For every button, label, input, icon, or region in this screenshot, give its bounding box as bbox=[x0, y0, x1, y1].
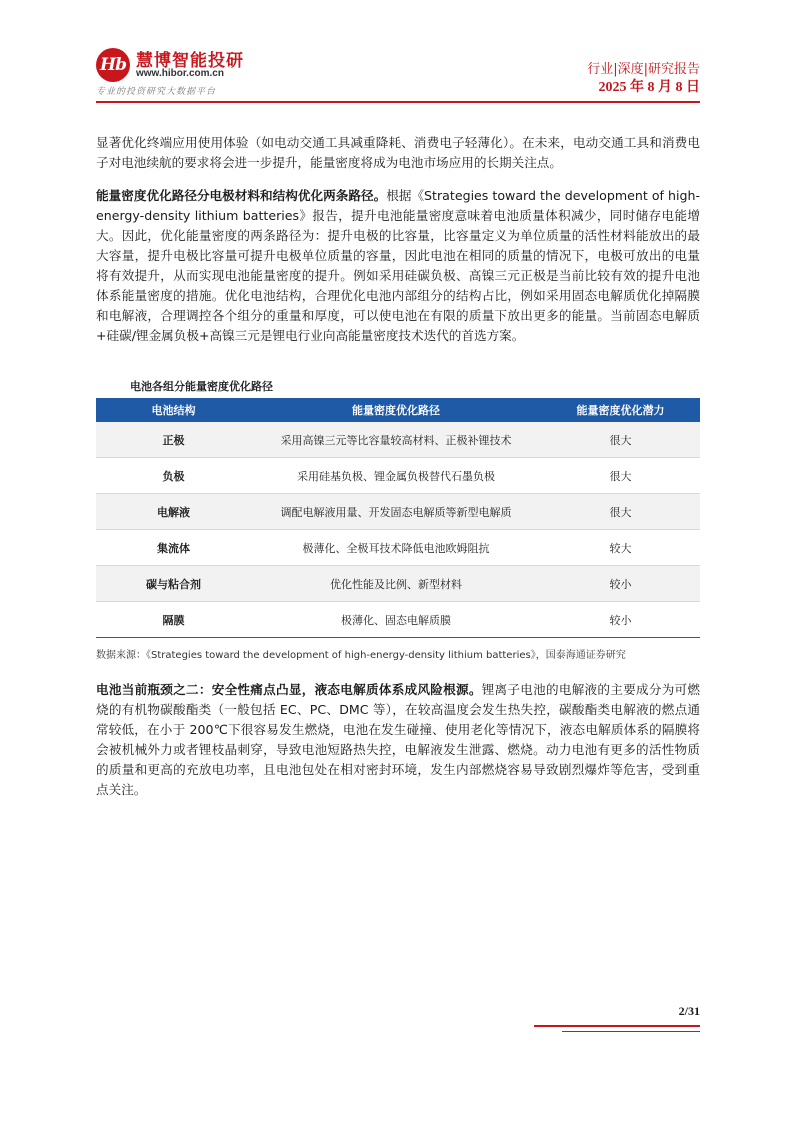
logo-slogan: 专业的投资研究大数据平台 bbox=[96, 87, 217, 97]
table-row bbox=[96, 530, 700, 566]
column-header: 电池结构 bbox=[96, 398, 251, 422]
table-header-row bbox=[96, 398, 700, 422]
table-cell: 采用高镍三元等比容量较高材料、正极补锂技术 bbox=[251, 422, 541, 458]
paragraph-3-text: 锂离子电池的电解液的主要成分为可燃烧的有机物碳酸酯类（一般包括 EC、PC、DMC 等），在较高温度会发生热失控，碳酸酯类电解液的燃点通常较低，在小于 200℃下很容易发生燃烧，电池在发生碰撞、使用老化等情况下，液态电解质体系的隔膜将会被机械外力或者锂枝晶刺穿，导致电池短路热失控，电解液发生泄露、燃烧。动力电池有更多的活性物质的质量和更高的充放电功率，且电池包处在相对密封环境，发生内部燃烧容易导致剧烈爆炸等危害，受到重点关注。 bbox=[96, 682, 701, 797]
table-cell: 采用硅基负极、锂金属负极替代石墨负极 bbox=[251, 458, 541, 494]
table-cell: 很大 bbox=[541, 422, 700, 458]
table-cell: 碳与粘合剂 bbox=[96, 566, 251, 602]
logo-name: 慧博智能投研 bbox=[136, 51, 244, 71]
energy-density-table bbox=[96, 398, 700, 638]
header-divider bbox=[96, 101, 700, 103]
paragraph-1-text: 显著优化终端应用使用体验（如电动交通工具减重降耗、消费电子轻薄化）。在未来，电动交通工具和消费电子对电池续航的要求将会进一步提升，能量密度将成为电池市场应用的长期关注点。 bbox=[96, 135, 700, 170]
paragraph-3 bbox=[96, 680, 700, 800]
table-cell: 极薄化、固态电解质膜 bbox=[251, 602, 541, 638]
table-cell: 较小 bbox=[541, 566, 700, 602]
paragraph-2-lead: 能量密度优化路径分电极材料和结构优化两条路径。 bbox=[96, 188, 387, 203]
table-cell: 电解液 bbox=[96, 494, 251, 530]
table-cell: 负极 bbox=[96, 458, 251, 494]
table-cell: 优化性能及比例、新型材料 bbox=[251, 566, 541, 602]
logo-url: www.hibor.com.cn bbox=[136, 68, 224, 79]
report-type: 行业|深度|研究报告 bbox=[587, 62, 700, 77]
table-row bbox=[96, 566, 700, 602]
column-header: 能量密度优化路径 bbox=[251, 398, 541, 422]
table-row bbox=[96, 602, 700, 638]
table-row bbox=[96, 422, 700, 458]
paragraph-1 bbox=[96, 133, 700, 173]
table-cell: 正极 bbox=[96, 422, 251, 458]
table-title: 电池各组分能量密度优化路径 bbox=[130, 380, 273, 393]
hibor-logo-icon: Hb bbox=[96, 48, 130, 82]
table-cell: 较小 bbox=[541, 602, 700, 638]
footer-divider bbox=[534, 1025, 700, 1027]
report-date: 2025 年 8 月 8 日 bbox=[598, 80, 700, 95]
table-cell: 很大 bbox=[541, 494, 700, 530]
paragraph-3-lead: 电池当前瓶颈之二：安全性痛点凸显，液态电解质体系成风险根源。 bbox=[96, 682, 482, 697]
page-header bbox=[96, 44, 700, 100]
paragraph-2-text: 根据《Strategies toward the development of high-energy-density lithium batteries》报告，提升电池能量密度意味着电池质量体积减少，同时储存电能增大。因此，优化能量密度的两条路径为：提升电极的比容量，比容量定义为单位质量的活性材料能放出的最大容量，提升电极比容量可提升电极单位质量的容量，因此电池在相同的质量的情况下，电极可放出的电量将有效提升，从而实现电池能量密度的提升。例如采用硅碳负极、高镍三元正极是当前比较有效的提升电池体系能量密度的措施。优化电池结构，合理优化电池内部组分的结构占比，例如采用固态电解质优化掉隔膜和电解液，合理调控各个组分的重量和厚度，可以使电池在有限的质量下放出更多的能量。当前固态电解质+硅碳/锂金属负极+高镍三元是锂电行业向高能量密度技术迭代的首选方案。 bbox=[96, 188, 701, 343]
table-cell: 集流体 bbox=[96, 530, 251, 566]
page-number: 2/31 bbox=[678, 1004, 700, 1018]
table-cell: 极薄化、全极耳技术降低电池欧姆阻抗 bbox=[251, 530, 541, 566]
paragraph-2 bbox=[96, 186, 700, 346]
table-cell: 很大 bbox=[541, 458, 700, 494]
table-source-note: 数据来源：《Strategies toward the development of high-energy-density lithium batteries》，国泰海通证券研究 bbox=[96, 650, 626, 661]
footer-divider-thin bbox=[562, 1031, 700, 1032]
table-row bbox=[96, 494, 700, 530]
column-header: 能量密度优化潜力 bbox=[541, 398, 700, 422]
table-cell: 隔膜 bbox=[96, 602, 251, 638]
table-row bbox=[96, 458, 700, 494]
table-cell: 较大 bbox=[541, 530, 700, 566]
table-cell: 调配电解液用量、开发固态电解质等新型电解质 bbox=[251, 494, 541, 530]
